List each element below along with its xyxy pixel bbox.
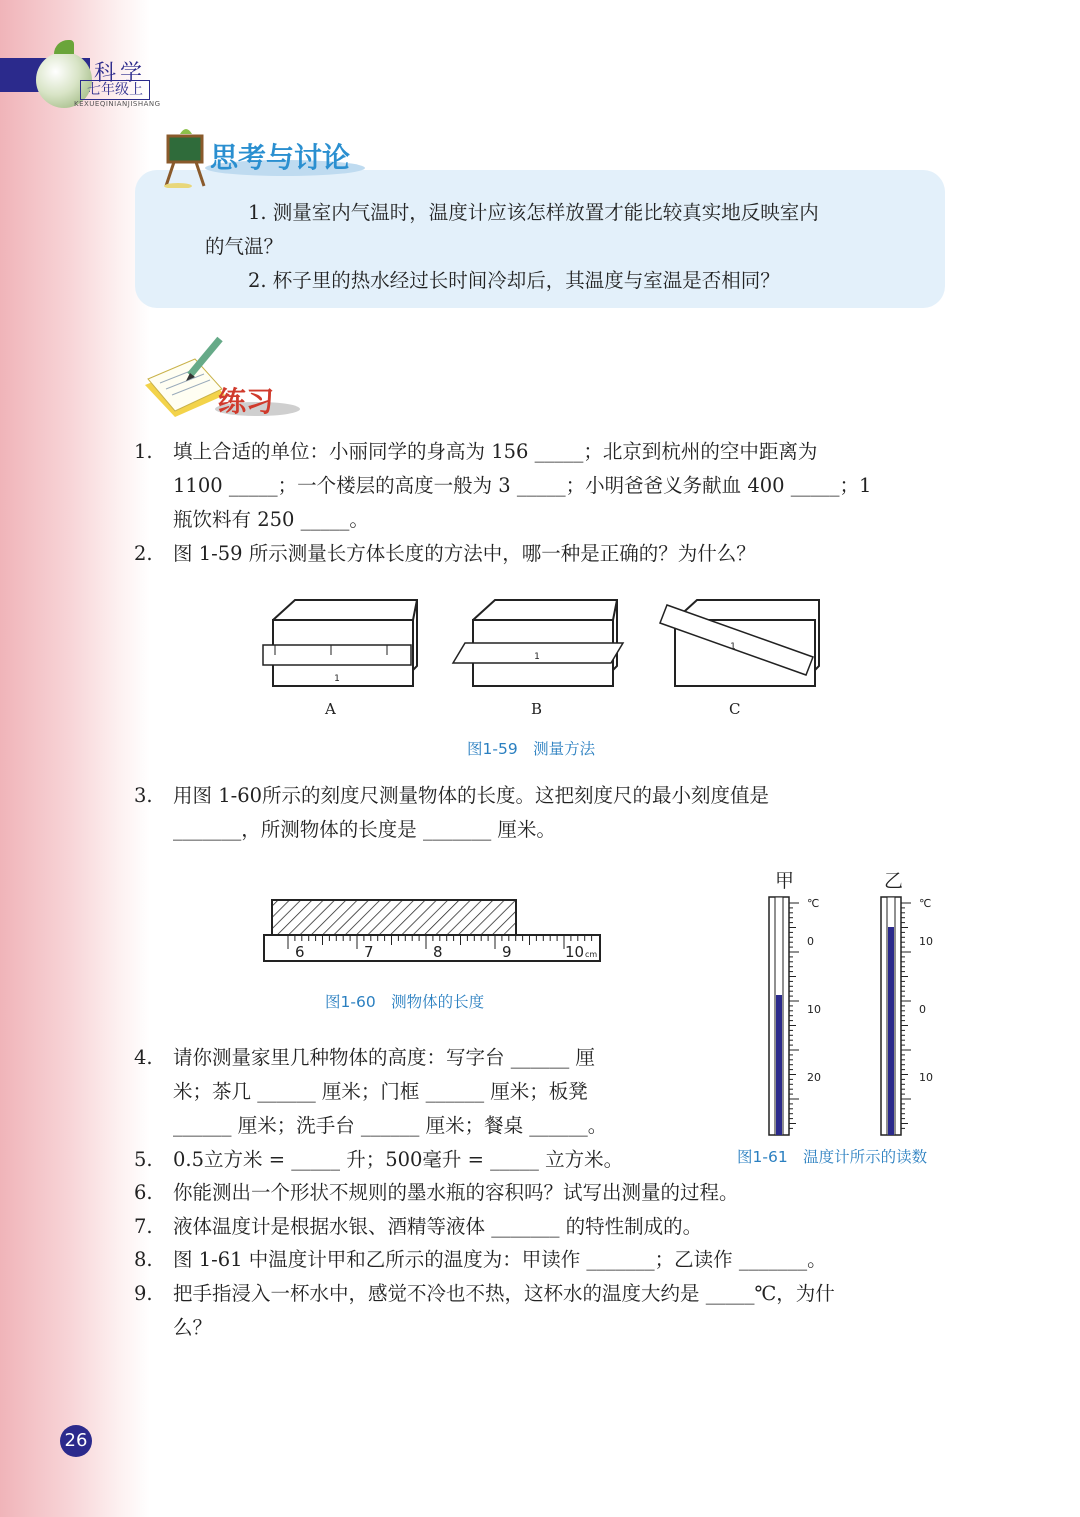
practice-title: 练习	[218, 385, 275, 418]
question-5-line1: 0.5立方米 = _____ 升；500毫升 = _____ 立方米。	[173, 1148, 624, 1171]
ruler-tick-label: 7	[364, 943, 374, 961]
question-4-line1: 请你测量家里几种物体的高度：写字台 ______ 厘	[173, 1046, 595, 1069]
ruler-mark-a: 1	[334, 674, 340, 684]
ruler-unit: cm	[585, 950, 598, 959]
question-9-line1: 把手指浸入一杯水中，感觉不冷也不热，这杯水的温度大约是 _____℃，为什	[173, 1282, 835, 1305]
question-number: 8.	[134, 1248, 153, 1271]
question-9-line2: 么？	[173, 1316, 213, 1339]
yi-unit: ℃	[919, 897, 932, 910]
question-4-line3: ______ 厘米；洗手台 ______ 厘米；餐桌 ______。	[173, 1114, 608, 1137]
question-3-line1: 用图 1-60所示的刻度尺测量物体的长度。这把刻度尺的最小刻度值是	[173, 784, 770, 807]
discussion-title: 思考与讨论	[210, 141, 351, 174]
discussion-q2: 2. 杯子里的热水经过长时间冷却后，其温度与室温是否相同？	[248, 269, 780, 292]
jia-tick: 10	[807, 1003, 821, 1016]
question-1-line3: 瓶饮料有 250 _____。	[173, 508, 369, 531]
question-3-line2: _______，所测物体的长度是 _______ 厘米。	[173, 818, 556, 841]
yi-tick: 10	[919, 935, 933, 948]
question-2-line1: 图 1-59 所示测量长方体长度的方法中，哪一种是正确的？为什么？	[173, 542, 756, 565]
ruler-tick-label: 10	[565, 943, 585, 961]
question-7-line1: 液体温度计是根据水银、酒精等液体 _______ 的特性制成的。	[173, 1215, 703, 1238]
subject-title: 科学	[94, 61, 147, 86]
question-1-line2: 1100 _____；一个楼层的高度一般为 3 _____；小明爸爸义务献血 400 _____；1	[173, 474, 872, 497]
easel-icon	[160, 128, 210, 188]
question-number: 3.	[134, 784, 153, 807]
question-4-line2: 米；茶几 ______ 厘米；门框 ______ 厘米；板凳	[173, 1080, 588, 1103]
question-number: 5.	[134, 1148, 153, 1171]
discussion-q1-line2: 的气温？	[205, 235, 284, 258]
jia-tick: 20	[807, 1071, 821, 1084]
ruler-tick-label: 8	[433, 943, 443, 961]
grade-label: 七年级上	[80, 80, 150, 100]
question-number: 9.	[134, 1282, 153, 1305]
ruler-tick-label: 9	[502, 943, 512, 961]
question-number: 1.	[134, 440, 153, 463]
box-a	[273, 600, 417, 686]
thermometer-jia-label: 甲	[775, 870, 795, 892]
thermometer-yi	[881, 897, 933, 1135]
figure-1-59-label-a: A	[325, 700, 336, 718]
ruler-tick-label: 6	[295, 943, 305, 961]
thermometer-yi-label: 乙	[884, 870, 904, 892]
question-number: 4.	[134, 1046, 153, 1069]
jia-unit: ℃	[807, 897, 820, 910]
thermometer-jia	[769, 897, 821, 1135]
header-pinyin: KEXUEQINIANJISHANG	[74, 100, 161, 108]
yi-tick: 0	[919, 1003, 926, 1016]
figure-1-60	[260, 895, 605, 967]
yi-tick: 10	[919, 1071, 933, 1084]
question-6-line1: 你能测出一个形状不规则的墨水瓶的容积吗？试写出测量的过程。	[173, 1181, 739, 1204]
figure-1-59-label-b: B	[531, 700, 543, 718]
question-8-line1: 图 1-61 中温度计甲和乙所示的温度为：甲读作 _______；乙读作 _______。	[173, 1248, 827, 1271]
question-number: 6.	[134, 1181, 153, 1204]
figure-1-59-label-c: C	[729, 700, 741, 718]
page-side-gradient	[0, 0, 150, 1517]
figure-1-59	[255, 595, 835, 700]
page-number: 26	[60, 1425, 92, 1457]
ruler-mark-b: 1	[534, 652, 540, 662]
figure-1-61-caption: 图1-61 温度计所示的读数	[737, 1148, 928, 1166]
question-1-line1: 填上合适的单位：小丽同学的身高为 156 _____；北京到杭州的空中距离为	[173, 440, 818, 463]
ruler-mark-c: 1	[730, 642, 736, 652]
question-number: 7.	[134, 1215, 153, 1238]
figure-1-60-caption: 图1-60 测物体的长度	[325, 993, 485, 1011]
jia-tick: 0	[807, 935, 814, 948]
figure-1-59-caption: 图1-59 测量方法	[467, 740, 596, 758]
figure-1-61	[755, 893, 965, 1138]
question-number: 2.	[134, 542, 153, 565]
discussion-q1-line1: 1. 测量室内气温时，温度计应该怎样放置才能比较真实地反映室内	[248, 201, 819, 224]
